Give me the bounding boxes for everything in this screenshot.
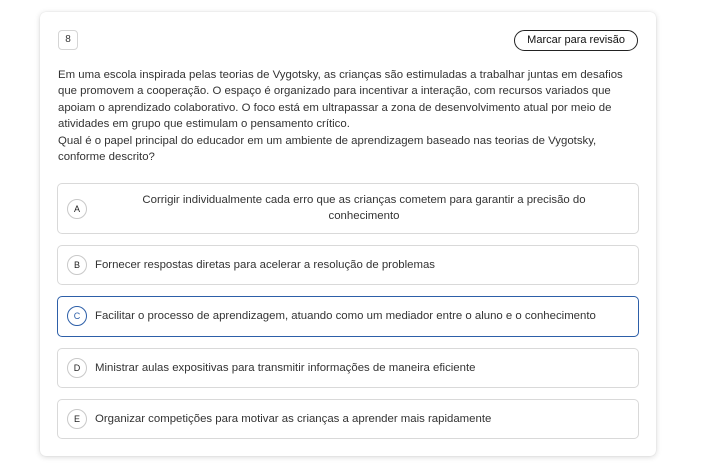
stem-context: Em uma escola inspirada pelas teorias de Vygotsky, as crianças são estimuladas a trabalhar juntas em desafios que promovem a cooperação. O espaço é organizado para incentivar a interação, com recursos variados que apoiam o aprendizado colaborativo. O foco está em ultrapassar a zona de desenvolvimento atual por meio de atividades em grupo que estimulam o pensamento crítico. [58, 69, 623, 131]
option-b[interactable] [57, 245, 639, 285]
option-letter-a: A [67, 199, 87, 219]
option-text-c: Facilitar o processo de aprendizagem, atuando como um mediador entre o aluno e o conhecimento [95, 310, 596, 322]
question-number: 8 [58, 30, 78, 50]
mark-for-review-button[interactable]: Marcar para revisão [514, 30, 638, 51]
question-card [40, 12, 656, 456]
option-text-a: Corrigir individualmente cada erro que as crianças cometem para garantir a precisão do conhecimento [142, 194, 586, 222]
question-stem [58, 67, 643, 165]
option-text-b: Fornecer respostas diretas para acelerar a resolução de problemas [95, 259, 435, 271]
option-text-d: Ministrar aulas expositivas para transmitir informações de maneira eficiente [95, 362, 476, 374]
option-a[interactable] [57, 183, 639, 234]
stem-question: Qual é o papel principal do educador em um ambiente de aprendizagem baseado nas teorias de Vygotsky, conforme descrito? [58, 134, 597, 164]
option-text-e: Organizar competições para motivar as crianças a aprender mais rapidamente [95, 413, 492, 425]
option-d[interactable] [57, 348, 639, 388]
option-letter-c: C [67, 306, 87, 326]
option-e[interactable] [57, 399, 639, 439]
option-letter-b: B [67, 255, 87, 275]
option-letter-d: D [67, 358, 87, 378]
option-letter-e: E [67, 409, 87, 429]
option-c[interactable] [57, 296, 639, 337]
